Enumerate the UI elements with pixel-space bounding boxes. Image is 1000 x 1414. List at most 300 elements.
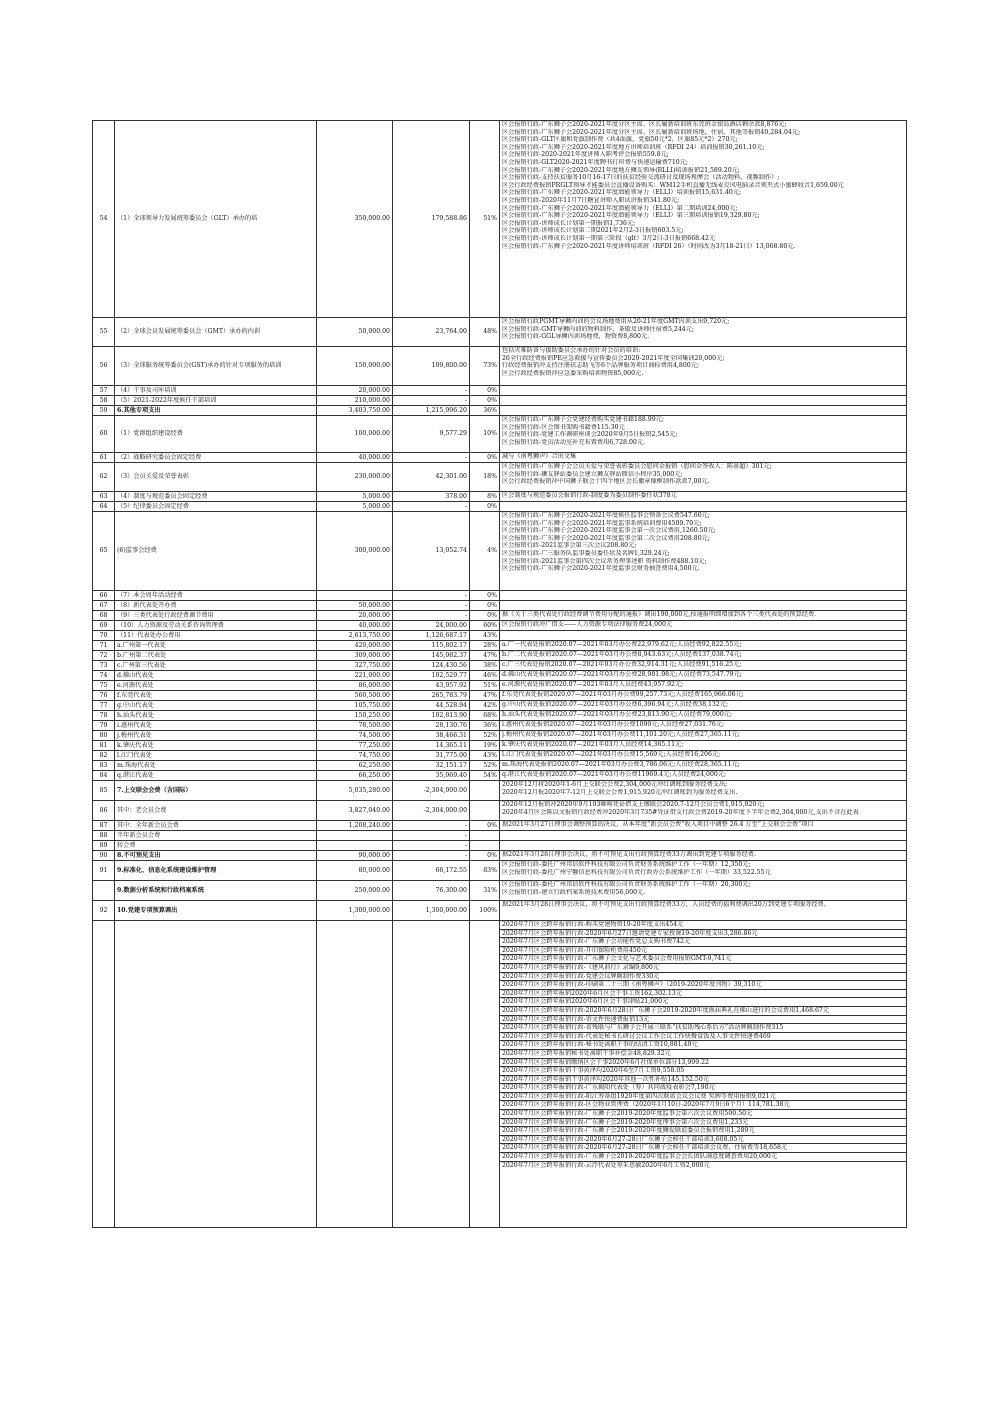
actual-amount-cell: - — [393, 601, 470, 611]
extension-note-line: 2020年7月区会跨年报销行政-广东狮子会2019-2020年度理事会第六次会议费用1,233元 — [500, 1119, 906, 1128]
actual-amount-cell: 23,764.00 — [393, 318, 470, 347]
note-line: e.河源代表处报销2020.07—2021年03月人员经费43,957.92元; — [502, 681, 684, 688]
actual-amount-cell: - — [393, 851, 470, 861]
table-row — [93, 821, 907, 831]
notes-cell — [500, 347, 907, 386]
budget-amount-cell — [317, 841, 393, 851]
completion-rate-cell: 48% — [470, 318, 500, 347]
note-line: 区会行政经费报销冲应急委采购培训物资85,000元. — [502, 369, 644, 377]
note-line: 行政经费报销冲支持注册扶志助飞等6个品牌服务项目商标费用4,800元; — [502, 362, 699, 370]
notes-cell — [500, 416, 907, 453]
item-name-cell: 其中：老会员会费 — [115, 801, 317, 821]
actual-amount-cell: 1,215,996.20 — [393, 406, 470, 416]
item-name-cell: （5）纪律委员会固定经费 — [115, 502, 317, 512]
completion-rate-cell: 36% — [470, 721, 500, 731]
item-name-cell: 8.不可预见支出 — [115, 851, 317, 861]
budget-amount-cell: 210,000.00 — [317, 396, 393, 406]
note-line: 区会报销行政-广东狮子会2020-2021年度地方狮友领导(RLLI)培训报销21,589.20元; — [502, 166, 740, 174]
completion-rate-cell — [470, 831, 500, 841]
notes-cell — [500, 881, 907, 901]
note-line: g.中山代表处报销2020.07—2021年03月办公费6,396.94元;人员经费38,132元; — [502, 701, 729, 708]
extension-note-line: 2020年7月区会跨年报销秘书处离职干事补偿金48,829.32元 — [500, 1050, 906, 1059]
note-line: 2020年12月报2020年7-12月上交联会会费1,915,920元冲红调账到为服务经费支出. — [502, 788, 738, 796]
completion-rate-cell: 0% — [470, 611, 500, 621]
completion-rate-cell: 28% — [470, 641, 500, 651]
note-line: a.广一代表处报销2020.07—2021年03月办公费22,979.62元;人员经费92,822.55元; — [502, 641, 742, 648]
budget-amount-cell: 100,000.00 — [317, 416, 393, 453]
budget-amount-cell: 300,000.00 — [317, 512, 393, 591]
table-row — [93, 591, 907, 601]
actual-amount-cell: - — [393, 841, 470, 851]
row-number-cell: 61 — [93, 453, 115, 463]
notes-cell — [500, 453, 907, 463]
note-line: 区会报销行政-广东狮子会2020-2021年度分区主席、区长履新培训班东莞班金银岛酒店剩余款8,876元; — [502, 121, 787, 128]
notes-cell — [500, 591, 907, 601]
row-number-cell: 57 — [93, 386, 115, 396]
completion-rate-cell — [470, 781, 500, 801]
note-line: 区会报销行政-GGL导狮内训场地费，物资费8,800元. — [502, 333, 650, 341]
completion-rate-cell — [470, 801, 500, 821]
actual-amount-cell: 102,813.90 — [393, 711, 470, 721]
actual-amount-cell: 32,151.17 — [393, 761, 470, 771]
table-row — [93, 831, 907, 841]
item-name-cell: q.湛江代表处 — [115, 771, 317, 781]
extension-note-line: 2020年7月区会跨年报销干事黄泽均2020年其他一次性补贴145,152.50元 — [500, 1076, 906, 1085]
completion-rate-cell: 19% — [470, 741, 500, 751]
actual-amount-cell: 179,588.86 — [393, 121, 470, 318]
note-line: j.梅州代表处报销2020.07—2021年03月办公费11,101.20元;人员经费27,365.11元; — [502, 731, 740, 738]
completion-rate-cell: 47% — [470, 691, 500, 701]
budget-amount-cell: 150,000.00 — [317, 347, 393, 386]
note-line: b.广二代表处报销2020.07—2021年03月办公费8,943.63元;人员经费137,038.74元; — [502, 651, 742, 658]
completion-rate-cell: 31% — [470, 881, 500, 901]
row-number-cell: 66 — [93, 591, 115, 601]
note-line: 区会行政经费报销冲中国狮子联会十四个地区会长徽章像框制作款款7,00元. — [502, 478, 710, 486]
table-row — [93, 347, 907, 386]
table-row — [93, 641, 907, 651]
row-number-cell: 54 — [93, 121, 115, 318]
item-name-cell: （4）制度与规范委员会固定经费 — [115, 492, 317, 502]
budget-amount-cell: 309,000.00 — [317, 651, 393, 661]
actual-amount-cell: - — [393, 386, 470, 396]
note-line: 区会报销行政-广东狮子会2020-2021年度监事会财务抽查费用4,500元. — [502, 565, 700, 573]
table-row — [93, 711, 907, 721]
extension-note-line: 2020年7月区会跨年报销行政-开旧保险柜费用450元 — [500, 947, 906, 956]
table-row — [93, 318, 907, 347]
actual-amount-cell: - — [393, 821, 470, 831]
row-number-cell: 58 — [93, 396, 115, 406]
actual-amount-cell: 378.00 — [393, 492, 470, 502]
item-name-cell: 其中：全年新会员会费 — [115, 821, 317, 831]
note-line: 区会报销行政-委托广州邦信软件科技有限公司负责财务系统维护工作（一年期）20,300元; — [502, 881, 751, 888]
notes-cell — [500, 386, 907, 396]
table-row — [93, 681, 907, 691]
note-line: 区会报销行政-广东狮子会2020-2021年度潜能领导力（ELLI）第二期培训24,000元; — [502, 204, 738, 212]
completion-rate-cell: 38% — [470, 661, 500, 671]
table-row — [93, 841, 907, 851]
note-line: 据2021年3月27日理事会调整预算的决议，从本年度“新会员会费”收入项目中调整 26.4 万至“上交联会会费”项目 — [502, 821, 814, 828]
budget-amount-cell: 560,500.00 — [317, 691, 393, 701]
row-number-cell: 69 — [93, 621, 115, 631]
notes-cell — [500, 601, 907, 611]
notes-cell — [500, 761, 907, 771]
note-line: 区会行政经费报销PRGLT领导才能委员会直播设备购买：WM12手机直播无线麦克风电脑录音领夹式小蜜蜂收音1,659.00元 — [502, 181, 844, 189]
row-number-cell: 74 — [93, 671, 115, 681]
note-line: 区会报销行政冲广借支——人力资源专项法律服务费24,000元 — [502, 621, 673, 628]
row-number-cell: 55 — [93, 318, 115, 347]
note-line: 2020年12月将2020年1-6月上交联会会费2,304,000元冲红调账到服务经费支出; — [502, 781, 728, 788]
item-name-cell: （4）干事及司库培训 — [115, 386, 317, 396]
completion-rate-cell: 43% — [470, 631, 500, 641]
extension-budget-cell — [317, 921, 393, 1228]
notes-cell — [500, 821, 907, 831]
note-line: 区会报销行政-广东狮子会2020-2021年度潜能领导力（ELLI）第三期培训报销19,329.80元; — [502, 212, 760, 220]
notes-cell — [500, 751, 907, 761]
extension-note-line: 2020年7月区会跨年报销行政-云浮代表处筹朱思敏2020年6月工资2,000元 — [502, 1161, 710, 1169]
note-line: 区会报销行政-广东狮子会党建经费购买党建书籍188.99元; — [502, 416, 664, 423]
extension-note-line: 2020年7月区会跨年报销行政-代表处秘书长研讨会议工作会议工作快餐盒饭及人事文件快递费469 — [500, 1033, 906, 1042]
extension-note-line: 2020年7月区会跨年报销干事黄泽均2020年6至7月工资9,558.05 — [500, 1067, 906, 1076]
budget-amount-cell: 50,000.00 — [317, 601, 393, 611]
table-row — [93, 406, 907, 416]
item-name-cell: （10）人力资源及劳动关系咨询管理费 — [115, 621, 317, 631]
item-name-cell: 转会费 — [115, 841, 317, 851]
budget-amount-cell: 350,000.00 — [317, 121, 393, 318]
completion-rate-cell: 100% — [470, 901, 500, 921]
item-name-cell: j.梅州代表处 — [115, 731, 317, 741]
row-number-cell: 63 — [93, 492, 115, 502]
note-line: i.惠州代表处报销2020.07—2021年03月办公费1099元;人员经费27,031.76元; — [502, 721, 725, 728]
note-line: f.东莞代表处报销2020.07—2021年03月办公费99,257.73元;人员经费165,966.06元; — [502, 691, 744, 698]
completion-rate-cell: 0% — [470, 821, 500, 831]
completion-rate-cell: 42% — [470, 701, 500, 711]
actual-amount-cell: 66,172.55 — [393, 861, 470, 881]
extension-row — [93, 921, 907, 1228]
budget-amount-cell: 20,000.00 — [317, 386, 393, 396]
actual-amount-cell: - — [393, 453, 470, 463]
completion-rate-cell: 0% — [470, 851, 500, 861]
table-row — [93, 631, 907, 641]
extension-note-line: 2020年7月区会跨年报销行政-区会物业管理费（2020年1月10日-2020年7月9日6个月）114,781.38元 — [500, 1101, 906, 1110]
note-line: 26全行政经费报销PE应急救援与宣传委员会2020-2021年度全国集训20,000元; — [502, 354, 725, 362]
extension-note-line: 2020年7月区会跨年报销行政-广东狮子会文化与艺术委员会费用报销GMT-9,741元 — [500, 955, 906, 964]
item-name-cell: 10.党建专项预算调出 — [115, 901, 317, 921]
row-number-cell: 79 — [93, 721, 115, 731]
item-name-cell: 7.上交联会会费（含国际） — [115, 781, 317, 801]
note-line: 据《关于三类代表处行政经费调节费用分配的通报》调出190,000元,按通报明细增加到各个三类代表处的预算经费. — [502, 611, 817, 618]
notes-cell — [500, 621, 907, 631]
item-name-cell: d.佛山代表处 — [115, 671, 317, 681]
notes-cell — [500, 512, 907, 591]
extension-note-line: 2020年7月区会跨年报销行政-寄文件快递费报销13元 — [500, 1016, 906, 1025]
completion-rate-cell: 36% — [470, 406, 500, 416]
budget-amount-cell: 62,250.00 — [317, 761, 393, 771]
notes-cell — [500, 781, 907, 801]
actual-amount-cell: 24,000.00 — [393, 621, 470, 631]
actual-amount-cell: 31,775.00 — [393, 751, 470, 761]
expense-report-page — [92, 120, 906, 1228]
row-number-cell: 82 — [93, 751, 115, 761]
notes-cell — [500, 641, 907, 651]
budget-amount-cell: 105,750.00 — [317, 701, 393, 711]
actual-amount-cell: 38,466.31 — [393, 731, 470, 741]
table-row — [93, 881, 907, 901]
row-number-cell: 78 — [93, 711, 115, 721]
row-number-cell: 84 — [93, 771, 115, 781]
budget-amount-cell: 230,000.00 — [317, 463, 393, 492]
budget-amount-cell: 74,750.00 — [317, 751, 393, 761]
row-number-cell: 88 — [93, 831, 115, 841]
note-line: h.汕头代表处报销2020.07—2021年03月办公费23,813.90元;人员经费79,000元; — [502, 711, 733, 718]
actual-amount-cell: 1,300,000.00 — [393, 901, 470, 921]
note-line: 包括灾难防备与援助委员会承办的针对会员的培训: — [502, 347, 641, 354]
item-name-cell: e.河源代表处 — [115, 681, 317, 691]
item-name-cell: h.汕头代表处 — [115, 711, 317, 721]
notes-cell — [500, 831, 907, 841]
notes-cell — [500, 318, 907, 347]
row-number-cell: 71 — [93, 641, 115, 651]
table-row — [93, 901, 907, 921]
notes-cell — [500, 851, 907, 861]
row-number-cell: 65 — [93, 512, 115, 591]
completion-rate-cell: 51% — [470, 681, 500, 691]
item-name-cell: （8）新代表处开办费 — [115, 601, 317, 611]
row-number-cell: 87 — [93, 821, 115, 831]
extension-note-line: 2020年7月区会跨年报销行政-2020年6月27-28日广东狮子会候任干部培训会议费、住宿费等18,658元 — [500, 1144, 906, 1153]
actual-amount-cell: 44,528.94 — [393, 701, 470, 711]
extension-note-line: 2020年7月区会跨年报销行政-2020年6月28日广东狮子会2019-2020年度换届典礼在佛山进行的会议费用1,468.67元 — [500, 1007, 906, 1016]
table-row — [93, 731, 907, 741]
actual-amount-cell: 124,430.56 — [393, 661, 470, 671]
budget-amount-cell: 420,000.00 — [317, 641, 393, 651]
budget-amount-cell: 90,000.00 — [317, 851, 393, 861]
table-row — [93, 851, 907, 861]
table-row — [93, 453, 907, 463]
item-name-cell: （2）全球会员发展统筹委员会（GMT）承办的内训 — [115, 318, 317, 347]
note-line: 区会报销行政PGMT导狮内训的会议场地费用从20-21年度GMT内训支出9,720元; — [502, 318, 730, 325]
completion-rate-cell: 60% — [470, 621, 500, 631]
notes-cell — [500, 611, 907, 621]
extension-pct-cell — [470, 921, 500, 1228]
completion-rate-cell: 0% — [470, 591, 500, 601]
notes-cell — [500, 691, 907, 701]
completion-rate-cell: 4% — [470, 512, 500, 591]
budget-amount-cell: 40,000.00 — [317, 453, 393, 463]
actual-amount-cell: - — [393, 831, 470, 841]
notes-cell — [500, 463, 907, 492]
item-name-cell: （3）全球服务统筹委员会(GST)承办的针对专项服务的培训 — [115, 347, 317, 386]
table-row — [93, 691, 907, 701]
row-number-cell: 83 — [93, 761, 115, 771]
budget-amount-cell: 78,500.00 — [317, 721, 393, 731]
item-name-cell: b.广州第二代表处 — [115, 651, 317, 661]
completion-rate-cell: 0% — [470, 453, 500, 463]
budget-amount-cell: 74,500.00 — [317, 731, 393, 741]
row-number-cell: 56 — [93, 347, 115, 386]
budget-amount-cell: 66,250.00 — [317, 771, 393, 781]
budget-amount-cell: 3,403,750.00 — [317, 406, 393, 416]
table-row — [93, 621, 907, 631]
table-row — [93, 771, 907, 781]
row-number-cell: 59 — [93, 406, 115, 416]
extension-no-cell — [93, 921, 115, 1228]
item-name-cell: f.东莞代表处 — [115, 691, 317, 701]
completion-rate-cell: 51% — [470, 121, 500, 318]
actual-amount-cell: 265,783.79 — [393, 691, 470, 701]
expense-table — [92, 120, 907, 1228]
table-row — [93, 701, 907, 711]
actual-amount-cell: -2,304,000.00 — [393, 781, 470, 801]
note-line: l.江门代表处报销2020.07—2021年03月办公费15,569元;人员经费16,206元; — [502, 751, 721, 758]
extension-note-line: 2020年7月区会跨年报销行政-阳江筹备组1920年度第四次联席会议会议费 奖牌等费用报销9,021元 — [500, 1093, 906, 1102]
table-row — [93, 861, 907, 881]
notes-cell — [500, 711, 907, 721]
budget-amount-cell: 1,300,000.00 — [317, 901, 393, 921]
budget-amount-cell: 50,000.00 — [317, 318, 393, 347]
actual-amount-cell: 9,577.29 — [393, 416, 470, 453]
notes-cell — [500, 841, 907, 851]
actual-amount-cell: 76,300.00 — [393, 881, 470, 901]
extension-note-line: 2020年7月区会跨年报销行政-广东狮子会2019-2020年度监事会第六次会议费用500.50元 — [500, 1110, 906, 1119]
expense-table-body — [93, 121, 907, 921]
actual-amount-cell: 14,365.11 — [393, 741, 470, 751]
table-row — [93, 121, 907, 318]
extension-note-line: 2020年7月区会跨年报销行政-印刷第二十三期《南粤狮声》（2019-2020年度刊物）39,310元 — [500, 981, 906, 990]
note-line: 区会报销行政-广东狮子会2020-2021年度分区主席、区长履新培训班场地、住宿、其他等报销40,284.04元; — [502, 128, 801, 136]
table-row — [93, 502, 907, 512]
note-line: 区会报销行政-讲师成长计划第一期报销1,736元; — [502, 219, 636, 227]
item-name-cell: g.中山代表处 — [115, 701, 317, 711]
table-row — [93, 611, 907, 621]
note-line: 区会报销行政-广东狮子会2020-2021年度地方讲师培训班（RFDI 24）培训报销30,261.10元; — [502, 143, 765, 151]
row-number-cell: 75 — [93, 681, 115, 691]
actual-amount-cell: - — [393, 591, 470, 601]
row-number-cell: 81 — [93, 741, 115, 751]
notes-cell — [500, 406, 907, 416]
table-row — [93, 671, 907, 681]
completion-rate-cell: 0% — [470, 601, 500, 611]
item-name-cell: （3）会员关爱及荣誉表彰 — [115, 463, 317, 492]
item-name-cell: c.广州第三代表处 — [115, 661, 317, 671]
note-line: 区会报销行政-狮友驿站委员会建立狮友驿站微信小程序35,000元; — [502, 470, 683, 478]
row-number-cell — [93, 881, 115, 901]
budget-amount-cell: 5,000.00 — [317, 502, 393, 512]
note-line: 区会报销行政-党建工作调研座谈会2020年9月5日报销2,545元; — [502, 431, 678, 439]
notes-cell — [500, 801, 907, 821]
table-row — [93, 386, 907, 396]
item-name-cell: (6)监事会经费 — [115, 512, 317, 591]
extension-note-line: 2020年7月区会跨年报销行政-2020年6月27-28日广东狮子会候任干部培训3,608.05元 — [500, 1136, 906, 1145]
item-name-cell: （11）代表处办公费用 — [115, 631, 317, 641]
row-number-cell: 92 — [93, 901, 115, 921]
extension-note-line: 2020年7月区会跨年报销行政-购买党建物资19-20年度支出454元 — [500, 921, 906, 930]
note-line: 区会报销行政-GLT区旗和党旗制作费（共4面旗，党旗50元*2，区旗85元*2）270元; — [502, 136, 738, 144]
budget-amount-cell: 150,250.00 — [317, 711, 393, 721]
notes-cell — [500, 731, 907, 741]
extension-note-line: 2020年7月区会跨年报销行政-广东狮子会2019-2020年度狮爱联谊委员会报销费用1,289元 — [500, 1127, 906, 1136]
row-number-cell: 67 — [93, 601, 115, 611]
completion-rate-cell: 18% — [470, 463, 500, 492]
completion-rate-cell: 54% — [470, 771, 500, 781]
item-name-cell: a.广州第一代表处 — [115, 641, 317, 651]
completion-rate-cell: 8% — [470, 492, 500, 502]
table-row — [93, 512, 907, 591]
table-row — [93, 492, 907, 502]
item-name-cell: （1）党群组织建设经费 — [115, 416, 317, 453]
actual-amount-cell: 13,052.74 — [393, 512, 470, 591]
note-line: 区会报销行政-广东狮子会2020-2021年度候任监事会预备会议费547.60元; — [502, 512, 710, 519]
notes-cell — [500, 861, 907, 881]
table-row — [93, 416, 907, 453]
row-number-cell: 73 — [93, 661, 115, 671]
note-line: 2020年4月区会陈以文报销行政经费冲2020年3月735#凭证借支行政会费2019-20年度下半年会费2,304,000元,支出不含在此表 — [502, 808, 859, 816]
extension-actual-cell — [393, 921, 470, 1228]
note-line: q.湛江代表处报销2020.07—2021年03月办公费11969.4元;人员经费24,000元; — [502, 771, 727, 778]
note-line: 区会制度与规范委员会报销行政-制度委为委员制作委任状378元 — [502, 492, 677, 499]
table-row — [93, 781, 907, 801]
note-line: m.珠海代表处报销2020.07—2021年03月办公费3,786.06元;人员经费28,365.11元; — [502, 761, 740, 768]
actual-amount-cell: 43,957.92 — [393, 681, 470, 691]
budget-amount-cell — [317, 591, 393, 601]
item-name-cell: （1）全球领导力发展统筹委员会（GLT）承办的培 — [115, 121, 317, 318]
completion-rate-cell: 47% — [470, 651, 500, 661]
completion-rate-cell: 43% — [470, 751, 500, 761]
item-name-cell: m.珠海代表处 — [115, 761, 317, 771]
notes-cell — [500, 721, 907, 731]
actual-amount-cell: 28,130.76 — [393, 721, 470, 731]
row-number-cell: 86 — [93, 801, 115, 821]
budget-amount-cell: 5,035,280.00 — [317, 781, 393, 801]
budget-amount-cell: 40,000.00 — [317, 621, 393, 631]
table-row — [93, 601, 907, 611]
row-number-cell: 76 — [93, 691, 115, 701]
extension-note-line: 2020年7月区会跨年报销行政-2020年6月27日邀请党建专家授课19-20年度支出3,286.86元 — [500, 930, 906, 939]
item-name-cell: 9.数据分析系统和行政档案系统 — [115, 881, 317, 901]
extension-note-line: 2020年7月区会跨年报销行政-广东揭阳代表处（筹）共同战疫表彰会7,190元 — [500, 1084, 906, 1093]
note-line: 据2021年3月28日理事会决议，将不可预见支出行政预算经费33万调出到党建专项服务经费. — [502, 851, 756, 858]
notes-cell — [500, 631, 907, 641]
budget-amount-cell: 3,827,040.00 — [317, 801, 393, 821]
note-line: 区会报销行政-讲师成长计划第二期2021年2月2-3日报销603.5元; — [502, 227, 684, 235]
row-number-cell: 90 — [93, 851, 115, 861]
extension-item-cell — [115, 921, 317, 1228]
extension-note-line: 2020年7月区会跨年报销行政-广东狮子会2019-2020年度监事会会长团队满意度调查费用20,000元 — [500, 1153, 906, 1162]
notes-cell — [500, 396, 907, 406]
notes-cell — [500, 741, 907, 751]
note-line: 区会报销行政-广东狮子会2020-2021年度讲师培训班（RFDI 26）（时间改为3月18-21日）13,068.80元. — [502, 242, 796, 250]
extension-note-line: 2020年7月区会跨年报销行政-广东狮子会功能性党总支购书费742元 — [500, 938, 906, 947]
completion-rate-cell: 0% — [470, 502, 500, 512]
table-row — [93, 396, 907, 406]
completion-rate-cell: 46% — [470, 671, 500, 681]
note-line: 区会报销行政-广东狮子会2020-2021年度监事系统培训费用4509.70元; — [502, 519, 702, 527]
note-line: c.广三代表处报销2020.07—2021年03月办公费32,914.31元;人员经费91,516.25元; — [502, 661, 742, 668]
completion-rate-cell: 68% — [470, 711, 500, 721]
budget-amount-cell: 250,000.00 — [317, 881, 393, 901]
extension-note-line: 2020年7月区会跨年报销行政-秘书处离职干事的结清工资10,881.49元 — [500, 1041, 906, 1050]
actual-amount-cell: 109,800.00 — [393, 347, 470, 386]
completion-rate-cell: 52% — [470, 761, 500, 771]
actual-amount-cell: - — [393, 396, 470, 406]
item-name-cell: l.江门代表处 — [115, 751, 317, 761]
notes-cell — [500, 492, 907, 502]
actual-amount-cell: 42,301.00 — [393, 463, 470, 492]
item-name-cell: k.肇庆代表处 — [115, 741, 317, 751]
item-name-cell: i.惠州代表处 — [115, 721, 317, 731]
row-number-cell: 77 — [93, 701, 115, 711]
note-line: 区会报销行政-2020-2021年度讲师入职考评会报销559.8元; — [502, 151, 669, 159]
extension-note-line: 2020年7月区会跨年报销行政-党建会议牌匾制作费330元 — [500, 973, 906, 982]
